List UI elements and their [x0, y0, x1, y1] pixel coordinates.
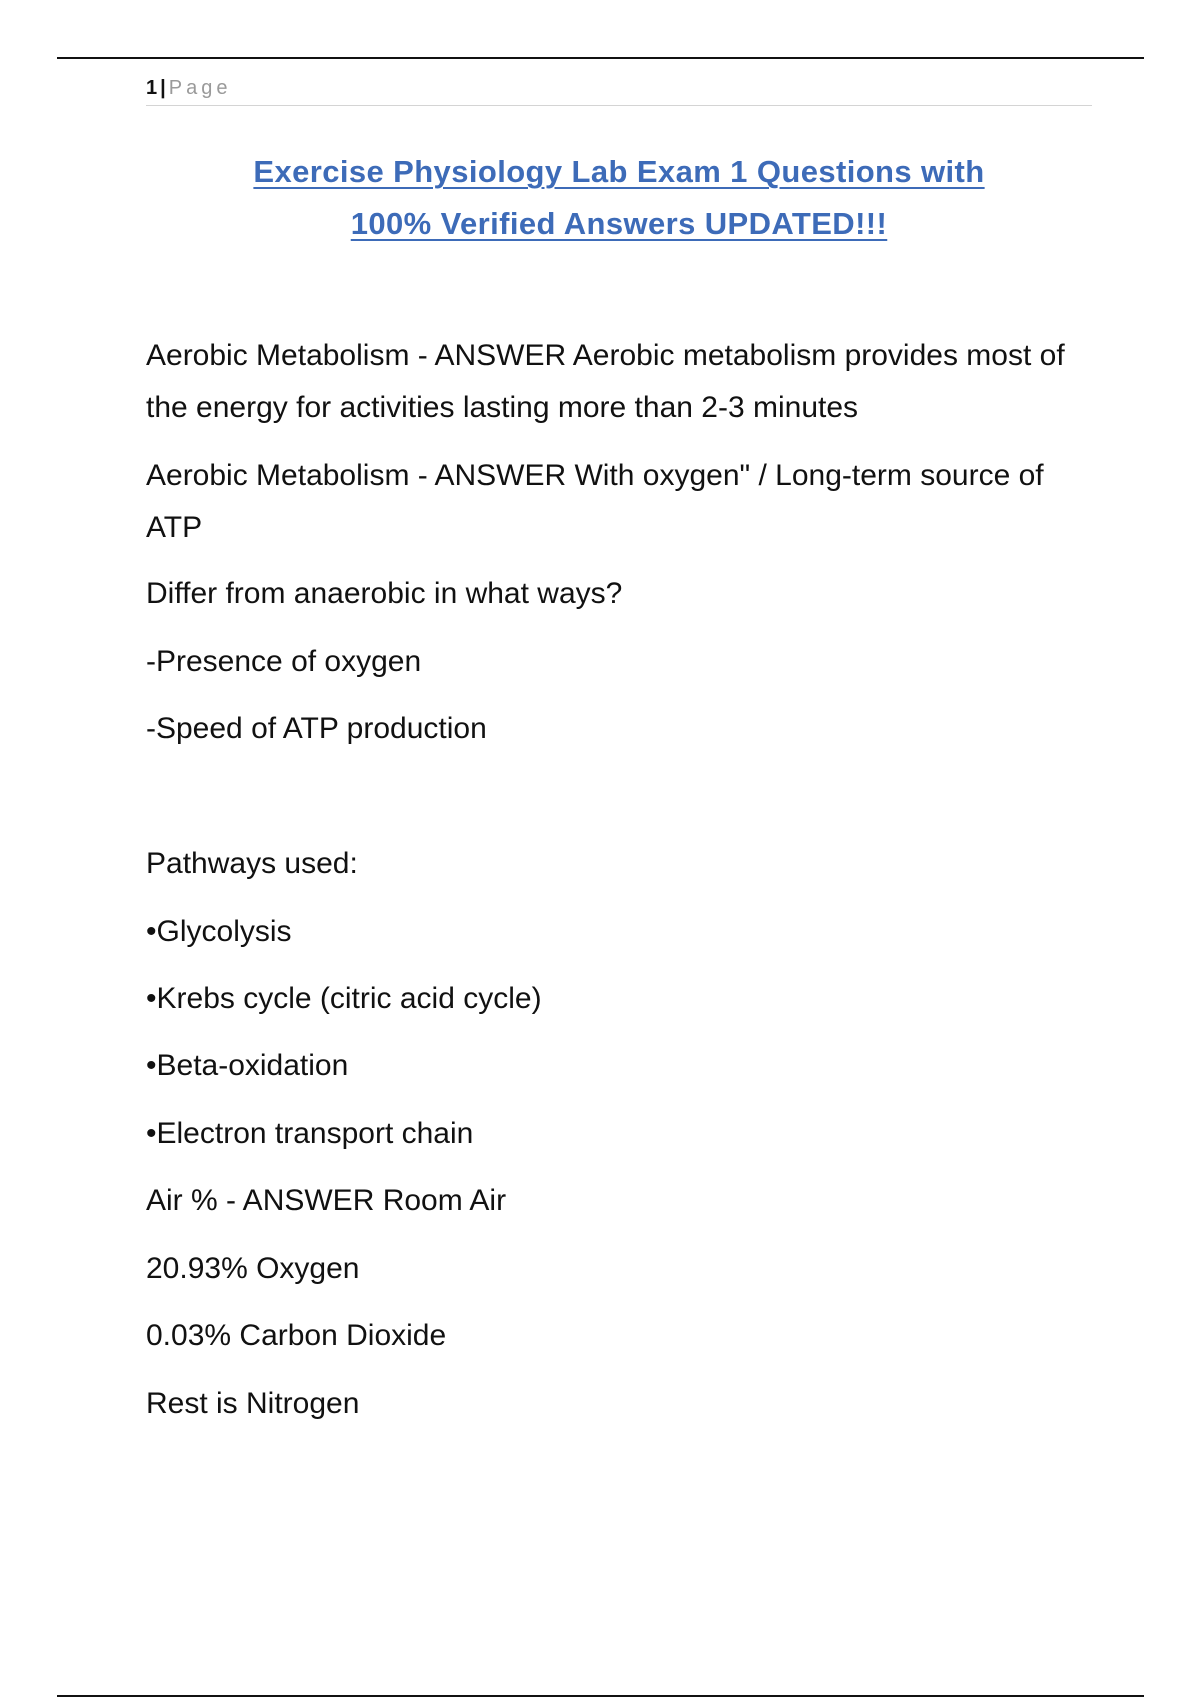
page-header — [146, 74, 1092, 106]
paragraph-co2-percent: 0.03% Carbon Dioxide — [146, 1319, 447, 1352]
document-title — [146, 146, 1092, 250]
page-number: 1 — [146, 77, 158, 99]
paragraph-air-percent: Air % - ANSWER Room Air — [146, 1184, 507, 1217]
page-label: Page — [168, 77, 232, 99]
list-item-speed-atp: -Speed of ATP production — [146, 712, 487, 745]
page-separator: | — [160, 77, 166, 99]
title-line-1: Exercise Physiology Lab Exam 1 Questions with — [253, 154, 985, 189]
list-item-krebs-cycle: •Krebs cycle (citric acid cycle) — [146, 982, 542, 1015]
paragraph-oxygen-percent: 20.93% Oxygen — [146, 1252, 360, 1285]
paragraph-nitrogen: Rest is Nitrogen — [146, 1387, 360, 1420]
paragraph-aerobic-definition: Aerobic Metabolism - ANSWER Aerobic metabolism provides most of the energy for activities lasting more than 2-3 minutes — [146, 339, 1065, 424]
bottom-rule — [57, 1695, 1144, 1697]
list-item-electron-transport: •Electron transport chain — [146, 1117, 474, 1150]
paragraph-pathways-heading: Pathways used: — [146, 847, 358, 880]
list-item-beta-oxidation: •Beta-oxidation — [146, 1049, 349, 1082]
paragraph-differ-question: Differ from anaerobic in what ways? — [146, 577, 623, 610]
paragraph-aerobic-oxygen: Aerobic Metabolism - ANSWER With oxygen" / Long-term source of ATP — [146, 459, 1044, 544]
title-line-2: 100% Verified Answers UPDATED!!! — [350, 206, 888, 241]
list-item-glycolysis: •Glycolysis — [146, 915, 292, 948]
top-rule — [57, 57, 1144, 59]
list-item-presence-oxygen: -Presence of oxygen — [146, 645, 422, 678]
